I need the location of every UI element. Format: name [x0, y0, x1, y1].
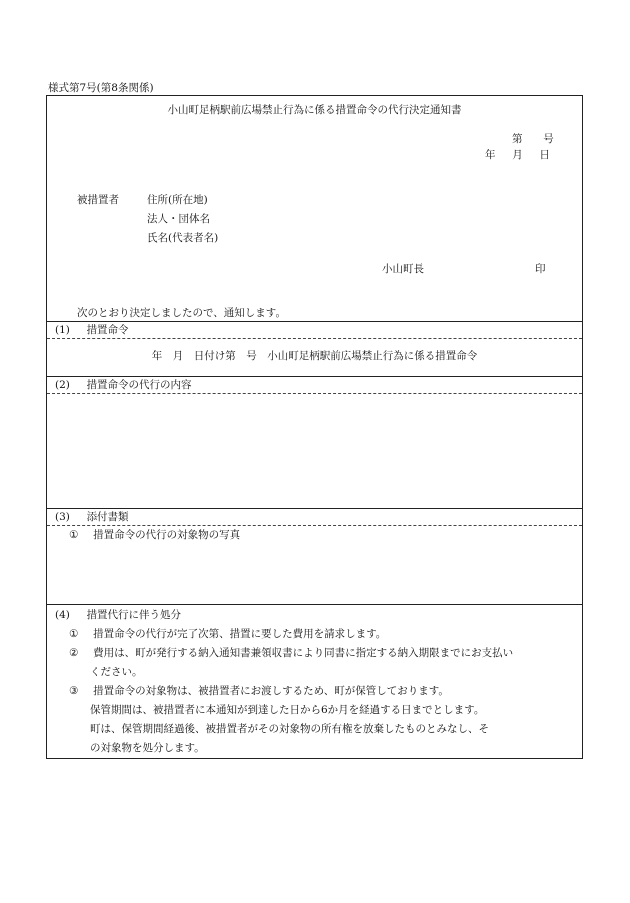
recipient-address: 住所(所在地) — [147, 194, 208, 206]
document-number — [512, 133, 554, 146]
divider-s1-dashed — [47, 338, 582, 339]
recipient-name: 氏名(代表者名) — [147, 232, 219, 244]
section-1-heading — [55, 324, 129, 337]
recipient-corporation: 法人・団体名 — [147, 213, 210, 225]
date-month: 月 — [512, 149, 523, 161]
divider-s2-top — [47, 376, 582, 377]
date-year: 年 — [485, 149, 496, 161]
section-1-title: 措置命令 — [86, 324, 129, 336]
section-4-item-3-line-4: の対象物を処分します。 — [90, 742, 205, 754]
section-4-item-3-line-2: 保管期間は、被措置者に本通知が到達した日から6か月を経過する日までとします。 — [90, 704, 485, 716]
divider-s3-top — [47, 508, 582, 509]
section-4-item-3-line-3: 町は、保管期間経過後、被措置者がその対象物の所有権を放棄したものとみなし、そ — [90, 723, 489, 735]
section-3-heading — [55, 511, 129, 524]
section-4-item-2-line-1: 費用は、町が発行する納入通知書兼領収書により同書に指定する納入期限までにお支払い — [93, 647, 514, 659]
section-4-item-2-line-2: ください。 — [90, 666, 143, 678]
section-3-item-1-text: 措置命令の代行の対象物の写真 — [93, 529, 241, 541]
section-2-heading — [55, 379, 192, 392]
section-4-item-1-text: 措置命令の代行が完了次第、措置に要した費用を請求します。 — [93, 628, 387, 640]
document-title: 小山町足柄駅前広場禁止行為に係る措置命令の代行決定通知書 — [167, 104, 462, 116]
document-number-go: 号 — [543, 133, 554, 145]
section-4-item-2 — [69, 647, 513, 660]
section-4-item-3-line-1: 措置命令の対象物は、被措置者にお渡しするため、町が保管しております。 — [93, 685, 449, 697]
document-frame — [46, 95, 583, 759]
divider-s4-top — [47, 604, 582, 605]
date-day: 日 — [539, 149, 550, 161]
issuer-seal: 印 — [535, 263, 546, 275]
section-4-item-1-marker: ① — [69, 628, 79, 640]
section-4-item-3-marker: ③ — [69, 685, 79, 697]
document-number-dai: 第 — [512, 133, 523, 145]
section-3-title: 添付書類 — [86, 511, 129, 523]
section-4-item-1 — [69, 628, 386, 641]
section-1-number: (1) — [55, 324, 70, 336]
section-4-heading — [55, 609, 181, 622]
form-number: 様式第7号(第8条関係) — [48, 82, 154, 94]
section-3-item-1-marker: ① — [69, 529, 79, 541]
section-4-title: 措置代行に伴う処分 — [86, 609, 182, 621]
recipient-label: 被措置者 — [77, 194, 119, 206]
section-1-content: 年 月 日付け第 号 小山町足柄駅前広場禁止行為に係る措置命令 — [151, 350, 478, 362]
section-4-item-2-marker: ② — [69, 647, 79, 659]
divider-s3-dashed — [47, 525, 582, 526]
section-3-item-1 — [69, 529, 240, 542]
divider-s2-dashed — [47, 393, 582, 394]
issuer-title: 小山町長 — [382, 263, 424, 275]
section-4-item-3 — [69, 685, 449, 698]
issue-date — [485, 149, 550, 162]
section-2-number: (2) — [55, 379, 70, 391]
section-3-number: (3) — [55, 511, 70, 523]
section-4-number: (4) — [55, 609, 70, 621]
section-2-title: 措置命令の代行の内容 — [86, 379, 192, 391]
divider-s1-top — [47, 321, 582, 322]
intro-text: 次のとおり決定しましたので、通知します。 — [77, 307, 286, 319]
